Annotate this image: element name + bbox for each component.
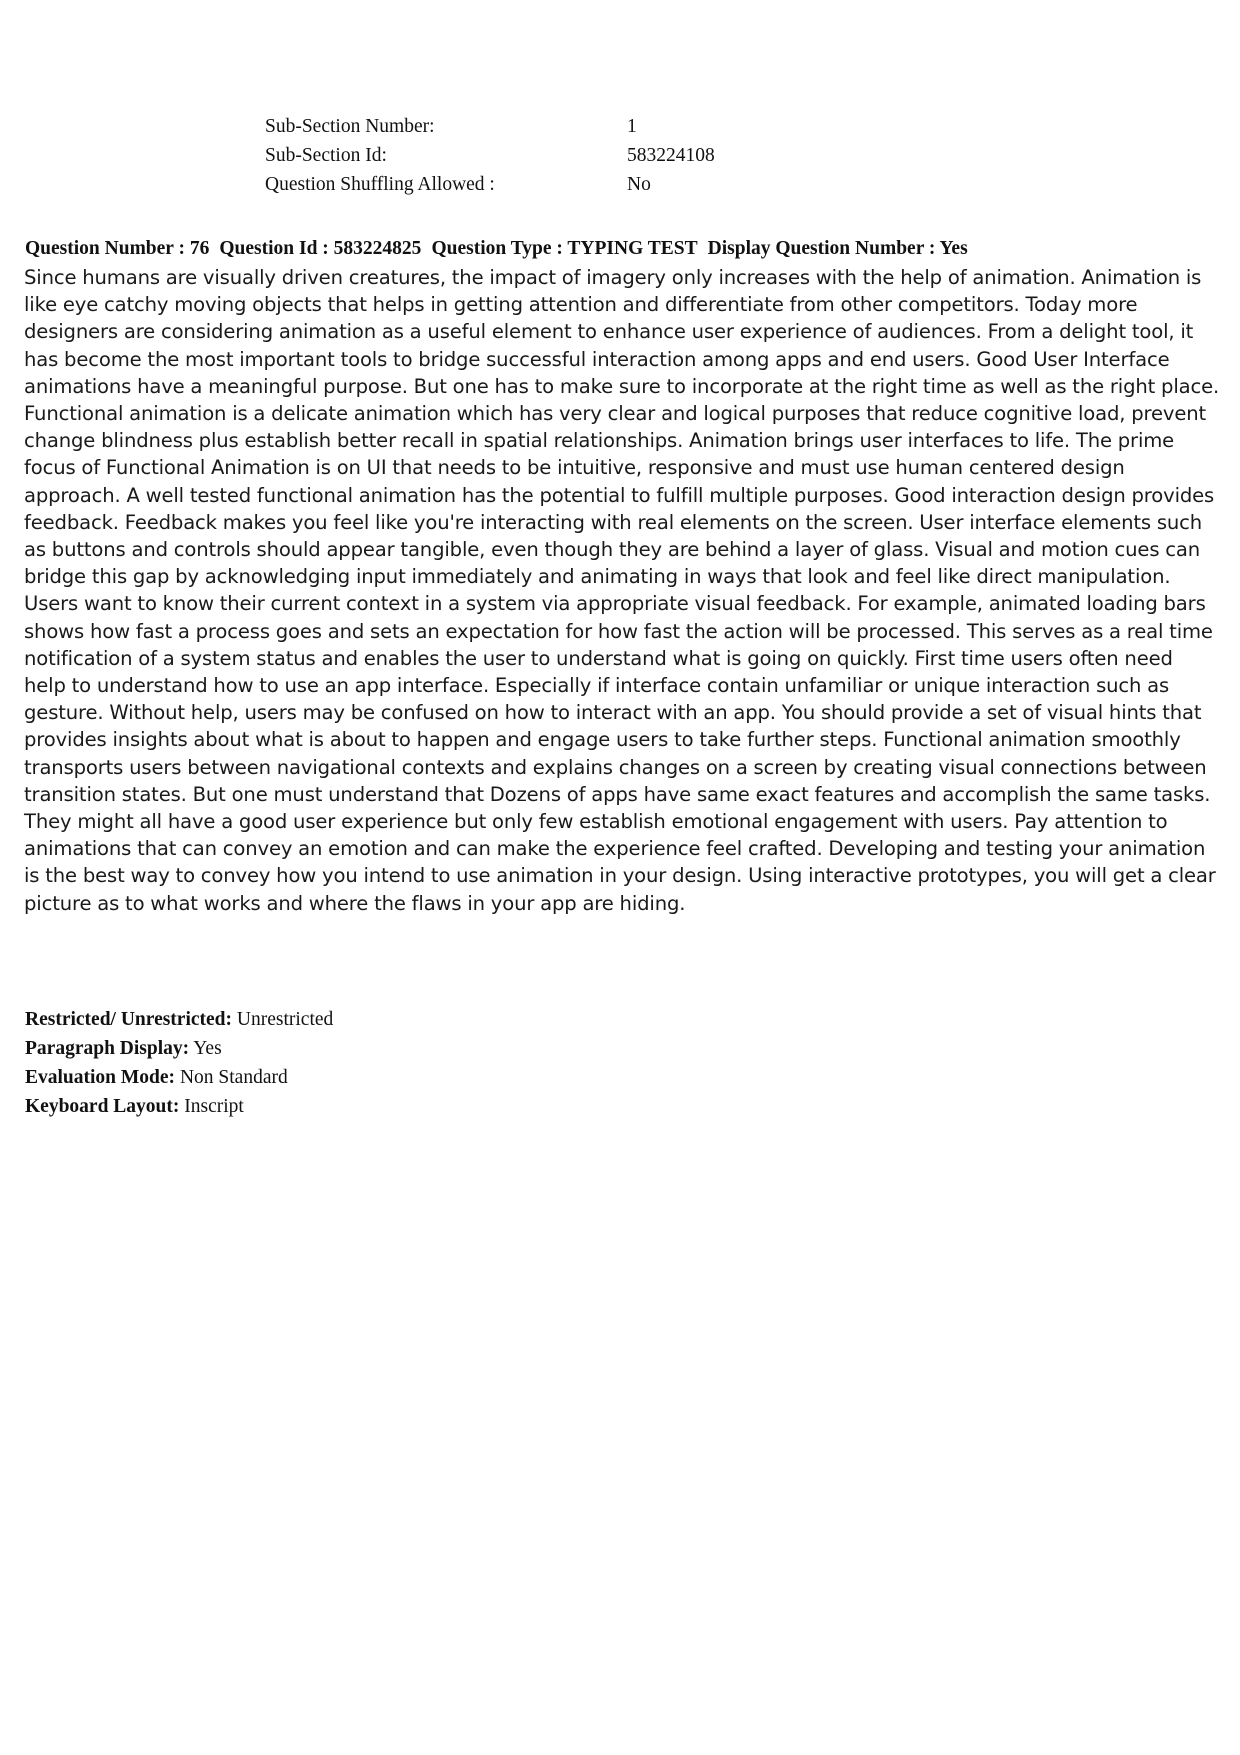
question-type: Question Type : TYPING TEST [431, 238, 698, 259]
subsection-id-label: Sub-Section Id: [265, 145, 387, 166]
evaluation-mode-row [25, 1063, 333, 1092]
paragraph-display-value: Yes [193, 1038, 222, 1059]
question-number: Question Number : 76 [25, 238, 210, 259]
typing-passage: Since humans are visually driven creatures, the impact of imagery only increases with the help of animation. Animation is like eye catchy moving objects that helps in getting attention and differentiate from other competitors. Today more designers are considering animation as a useful element to enhance user experience of audiences. From a delight tool, it has become the most important tools to bridge successful interaction among apps and end users. Good User Interface animations have a meaningful purpose. But one has to make sure to incorporate at the right time as well as the right place. Functional animation is a delicate animation which has very clear and logical purposes that reduce cognitive load, prevent change blindness plus establish better recall in spatial relationships. Animation brings user interfaces to life. The prime focus of Functional Animation is on UI that needs to be intuitive, responsive and must use human centered design approach. A well tested functional animation has the potential to fulfill multiple purposes. Good interaction design provides feedback. Feedback makes you feel like you're interacting with real elements on the screen. User interface elements such as buttons and controls should appear tangible, even though they are behind a layer of glass. Visual and motion cues can bridge this gap by acknowledging input immediately and animating in ways that look and feel like direct manipulation. Users want to know their current context in a system via appropriate visual feedback. For example, animated loading bars shows how fast a process goes and sets an expectation for how fast the action will be processed. This serves as a real time notification of a system status and enables the user to understand what is going on quickly. First time users often need help to understand how to use an app interface. Especially if interface contain unfamiliar or unique interaction such as gesture. Without help, users may be confused on how to interact with an app. You should provide a set of visual hints that provides insights about what is about to happen and engage users to take further steps. Functional animation smoothly transports users between navigational contexts and explains changes on a screen by creating visual connections between transition states. But one must understand that Dozens of apps have same exact features and accomplish the same tasks. They might all have a good user experience but only few establish emotional engagement with users. Pay attention to animations that can convey an emotion and can make the experience feel crafted. Developing and testing your animation is the best way to convey how you intend to use animation in your design. Using interactive prototypes, you will get a clear picture as to what works and where the flaws in your app are hiding. [24, 266, 1220, 915]
subsection-id-row [265, 141, 715, 170]
subsection-number-label: Sub-Section Number: [265, 116, 435, 137]
subsection-id-value: 583224108 [627, 145, 715, 166]
subsection-number-row [265, 112, 715, 141]
question-shuffling-label: Question Shuffling Allowed : [265, 174, 495, 195]
paragraph-display-label: Paragraph Display: [25, 1038, 190, 1059]
keyboard-layout-label: Keyboard Layout: [25, 1096, 180, 1117]
evaluation-mode-value: Non Standard [179, 1067, 288, 1088]
restricted-row [25, 1005, 333, 1034]
subsection-number-value: 1 [627, 116, 637, 137]
keyboard-layout-row [25, 1092, 333, 1121]
restricted-value: Unrestricted [236, 1009, 334, 1030]
question-shuffling-row [265, 170, 715, 199]
question-id: Question Id : 583224825 [219, 238, 422, 259]
question-shuffling-value: No [627, 174, 651, 195]
paragraph-display-row [25, 1034, 333, 1063]
question-header [25, 236, 968, 262]
subsection-info-table [265, 112, 715, 199]
display-question-number: Display Question Number : Yes [707, 238, 968, 259]
evaluation-mode-label: Evaluation Mode: [25, 1067, 176, 1088]
keyboard-layout-value: Inscript [184, 1096, 244, 1117]
question-settings [25, 1005, 333, 1121]
restricted-label: Restricted/ Unrestricted: [25, 1009, 233, 1030]
